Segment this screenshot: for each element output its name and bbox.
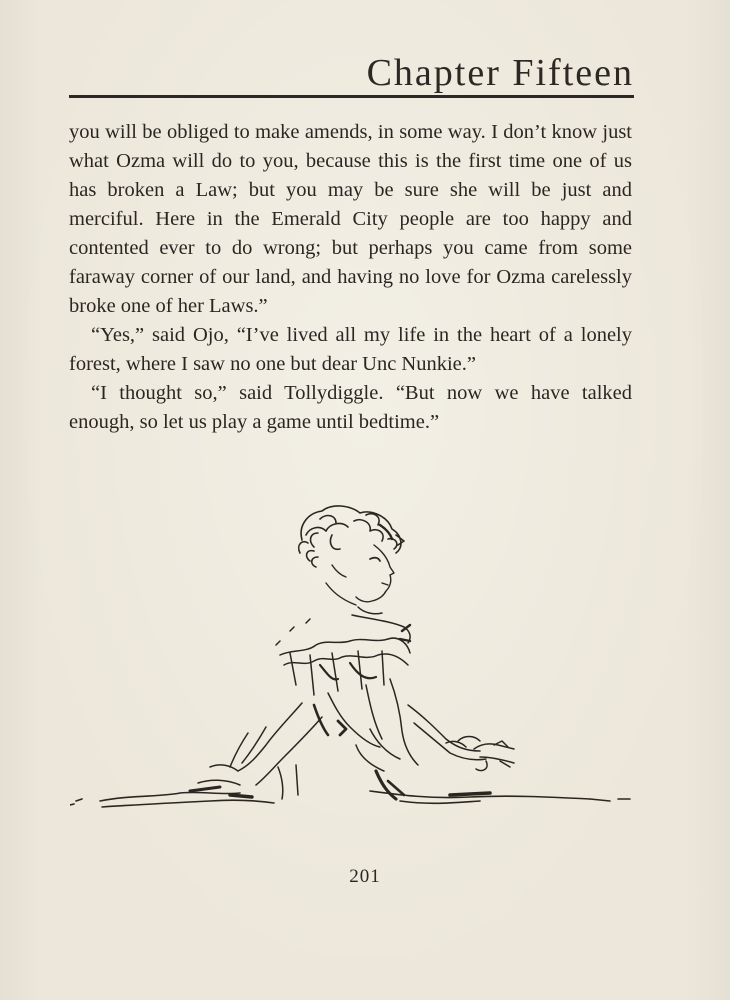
chapter-title: Chapter Fifteen bbox=[366, 52, 634, 94]
header-rule bbox=[69, 95, 634, 98]
face-sketch bbox=[326, 545, 394, 605]
paragraph-3: “I thought so,” said Tollydiggle. “But now we have talked enough, so let us play a game until bedtime.” bbox=[69, 382, 632, 433]
illustration-girl-pointing bbox=[70, 495, 635, 820]
paragraph-1: you will be obliged to make amends, in some way. I don’t know just what Ozma will do to you, because this is the first time one of us has broken a Law; but you may be sure she will be just and merciful. Here in the Emerald City people are too happy and contented ever to do wrong; but perhaps you came from some faraway corner of our land, and having no love for Ozma carelessly broke one of her Laws.” bbox=[69, 121, 632, 317]
dress-sketch bbox=[314, 679, 418, 771]
ground-sketch bbox=[70, 771, 630, 807]
paragraph-2: “Yes,” said Ojo, “I’ve lived all my life in the heart of a lonely forest, where I saw no one but dear Unc Nunkie.” bbox=[69, 324, 632, 375]
hair-sketch bbox=[299, 506, 404, 567]
chapter-header bbox=[69, 50, 634, 96]
arm-sketch bbox=[408, 705, 514, 771]
page-number: 201 bbox=[349, 866, 381, 887]
left-side-sketch bbox=[198, 703, 322, 799]
collar-sketch bbox=[276, 607, 410, 695]
body-text bbox=[69, 118, 632, 437]
